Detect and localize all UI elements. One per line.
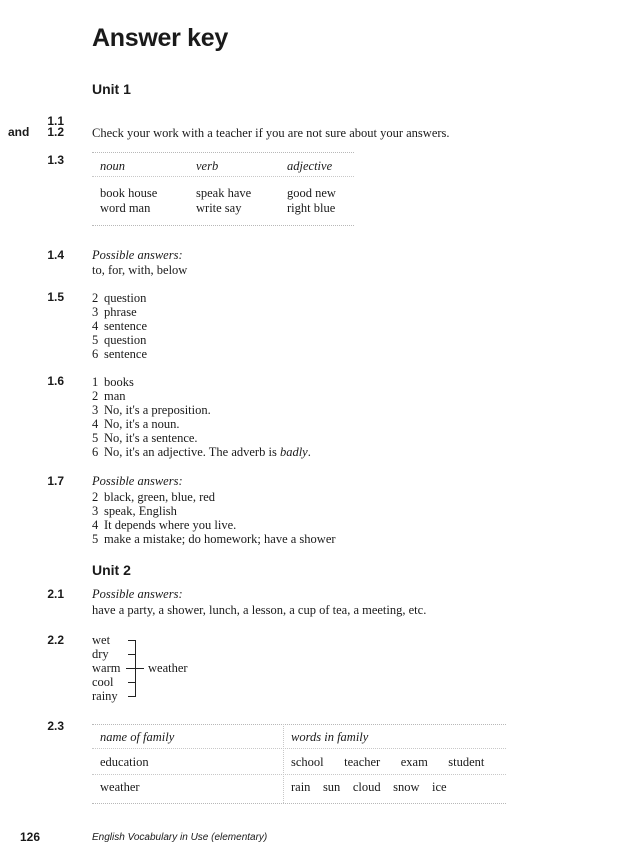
answer-2-1-intro: Possible answers: bbox=[92, 587, 183, 601]
list-item: 3 speak, English bbox=[92, 504, 177, 518]
question-number-1-2: 1.2 bbox=[47, 125, 64, 139]
diagram-target-word: weather bbox=[148, 661, 188, 675]
header-noun: noun bbox=[100, 159, 125, 173]
table-cell: good new bbox=[287, 186, 336, 200]
question-and-label: and bbox=[8, 125, 30, 139]
diagram-word: warm bbox=[92, 661, 121, 675]
bracket-tick bbox=[128, 654, 136, 655]
question-number-2-2: 2.2 bbox=[47, 633, 64, 647]
list-item: 2 question bbox=[92, 291, 147, 305]
table-column-divider bbox=[283, 724, 284, 803]
list-item: 2 black, green, blue, red bbox=[92, 490, 216, 504]
diagram-word: rainy bbox=[92, 689, 118, 703]
question-number-1-6: 1.6 bbox=[47, 374, 64, 388]
table-cell: education bbox=[100, 755, 149, 769]
table-divider bbox=[92, 176, 354, 177]
table-cell: write say bbox=[196, 201, 242, 215]
question-number-1-1: 1.1 bbox=[47, 114, 64, 128]
list-item: 3 phrase bbox=[92, 305, 137, 319]
header-adjective: adjective bbox=[287, 159, 333, 173]
list-item: 6 No, it's an adjective. The adverb is badly. bbox=[92, 445, 311, 459]
list-item: 2 man bbox=[92, 389, 126, 403]
unit-2-heading: Unit 2 bbox=[92, 562, 131, 578]
answer-2-1-text: have a party, a shower, lunch, a lesson, a cup of tea, a meeting, etc. bbox=[92, 603, 427, 617]
table-cell: right blue bbox=[287, 201, 336, 215]
answer-1-4-intro: Possible answers: bbox=[92, 248, 183, 262]
table-cell: school teacher exam student bbox=[291, 755, 485, 769]
page-number: 126 bbox=[20, 830, 41, 844]
answer-1-7-intro: Possible answers: bbox=[92, 474, 183, 488]
list-item: 5 question bbox=[92, 333, 147, 347]
answer-1-2-text: Check your work with a teacher if you are not sure about your answers. bbox=[92, 126, 450, 140]
question-number-1-4: 1.4 bbox=[47, 248, 64, 262]
question-number-1-7: 1.7 bbox=[47, 474, 64, 488]
diagram-word: wet bbox=[92, 633, 111, 647]
table-cell: book house bbox=[100, 186, 158, 200]
list-item: 6 sentence bbox=[92, 347, 148, 361]
page-title: Answer key bbox=[92, 24, 228, 52]
list-item: 5 make a mistake; do homework; have a shower bbox=[92, 532, 336, 546]
book-title: English Vocabulary in Use (elementary) bbox=[92, 832, 268, 843]
header-verb: verb bbox=[196, 159, 219, 173]
list-item: 4 No, it's a noun. bbox=[92, 417, 180, 431]
bracket-tick bbox=[128, 682, 136, 683]
header-name-of-family: name of family bbox=[100, 730, 175, 744]
diagram-word: dry bbox=[92, 647, 109, 661]
header-words-in-family: words in family bbox=[291, 730, 369, 744]
unit-1-heading: Unit 1 bbox=[92, 81, 131, 97]
bracket-arrow bbox=[135, 668, 144, 669]
table-cell: speak have bbox=[196, 186, 252, 200]
answer-1-7-list bbox=[92, 490, 336, 546]
list-item: 5 No, it's a sentence. bbox=[92, 431, 198, 445]
bracket-tick bbox=[128, 640, 136, 641]
table-cell: rain sun cloud snow ice bbox=[291, 780, 447, 794]
answer-1-6-list bbox=[92, 375, 311, 459]
list-item: 4 sentence bbox=[92, 319, 148, 333]
table-cell: weather bbox=[100, 780, 140, 794]
bracket-tick bbox=[128, 696, 136, 697]
question-number-2-3: 2.3 bbox=[47, 719, 64, 733]
diagram-word: cool bbox=[92, 675, 114, 689]
answer-1-4-text: to, for, with, below bbox=[92, 263, 188, 277]
table-divider bbox=[92, 774, 506, 775]
list-item: 3 No, it's a preposition. bbox=[92, 403, 211, 417]
list-item: 4 It depends where you live. bbox=[92, 518, 237, 532]
answer-1-5-list bbox=[92, 291, 147, 361]
list-item: 1 books bbox=[92, 375, 134, 389]
table-divider bbox=[92, 748, 506, 749]
question-number-2-1: 2.1 bbox=[47, 587, 64, 601]
question-number-1-5: 1.5 bbox=[47, 290, 64, 304]
question-number-1-3: 1.3 bbox=[47, 153, 64, 167]
table-cell: word man bbox=[100, 201, 151, 215]
